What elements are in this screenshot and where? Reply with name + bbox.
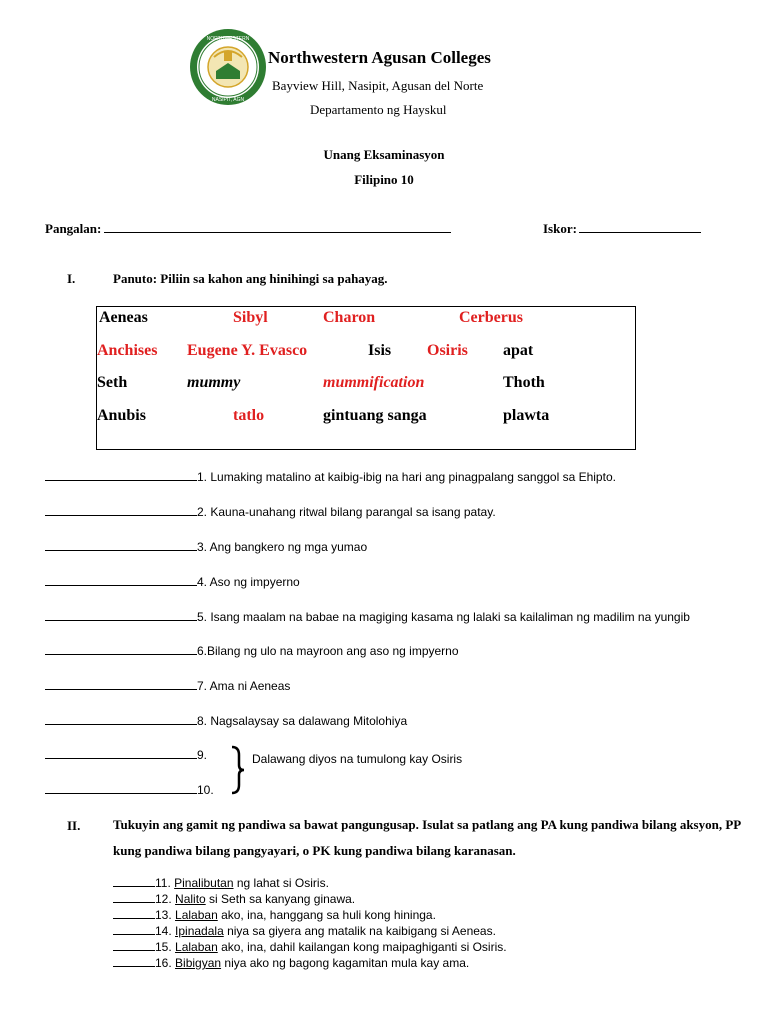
answer-blank[interactable] xyxy=(45,610,197,621)
question-item: 1. Lumaking matalino at kaibig-ibig na hari ang pinagpalang sanggol sa Ehipto. xyxy=(45,470,616,484)
answer-blank[interactable] xyxy=(45,679,197,690)
answer-blank[interactable] xyxy=(45,644,197,655)
question-item: 9. xyxy=(45,748,207,762)
word-bank-item: mummy xyxy=(187,374,241,391)
word-bank-item: Seth xyxy=(97,374,128,391)
section2-instruction: Tukuyin ang gamit ng pandiwa sa bawat pangungusap. Isulat sa patlang ang PA kung pandiwa bilang aksyon, PP kung pandiwa bilang pangyayari, o PK kung pandiwa bilang karanasan. xyxy=(113,817,741,858)
answer-blank[interactable] xyxy=(113,924,155,935)
question-item: 15. Lalaban ako, ina, dahil kailangan kong maipaghiganti si Osiris. xyxy=(113,940,507,954)
question-item: 2. Kauna-unahang ritwal bilang parangal sa isang patay. xyxy=(45,505,496,519)
question-item: 6.Bilang ng ulo na mayroon ang aso ng impyerno xyxy=(45,644,459,658)
word-bank-item: mummification xyxy=(323,374,425,391)
score-blank[interactable] xyxy=(579,220,701,233)
score-label: Iskor: xyxy=(543,221,577,236)
answer-blank[interactable] xyxy=(113,892,155,903)
school-name: Northwestern Agusan Colleges xyxy=(268,48,491,67)
question-item: 16. Bibigyan niya ako ng bagong kagamitan mula kay ama. xyxy=(113,956,469,970)
exam-title: Unang Eksaminasyon xyxy=(323,147,445,162)
question-item: 7. Ama ni Aeneas xyxy=(45,679,290,693)
word-bank-item: Anchises xyxy=(97,342,158,359)
answer-blank[interactable] xyxy=(45,575,197,586)
word-bank-item: apat xyxy=(503,342,534,359)
answer-blank[interactable] xyxy=(45,714,197,725)
word-bank-item: Cerberus xyxy=(459,309,523,326)
school-seal-icon xyxy=(188,27,268,107)
word-bank-item: Aeneas xyxy=(99,309,148,326)
question-item: 11. Pinalibutan ng lahat si Osiris. xyxy=(113,876,329,890)
exam-subject: Filipino 10 xyxy=(354,172,414,187)
question-item: 5. Isang maalam na babae na magiging kasama ng lalaki sa kailaliman ng madilim na yungib xyxy=(45,610,690,624)
section2-number: II. xyxy=(67,818,81,833)
section1-number: I. xyxy=(67,271,76,286)
question-item: 14. Ipinadala niya sa giyera ang matalik na kaibigang si Aeneas. xyxy=(113,924,496,938)
name-label: Pangalan: xyxy=(45,221,102,236)
answer-blank[interactable] xyxy=(45,505,197,516)
word-bank-item: Anubis xyxy=(97,407,146,424)
answer-blank[interactable] xyxy=(45,540,197,551)
answer-blank[interactable] xyxy=(113,940,155,951)
answer-blank[interactable] xyxy=(45,470,197,481)
svg-text:NORTHWESTERN: NORTHWESTERN xyxy=(206,36,250,42)
word-bank-item: Sibyl xyxy=(233,309,268,326)
answer-blank[interactable] xyxy=(113,908,155,919)
question-item: 13. Lalaban ako, ina, hanggang sa huli kong hininga. xyxy=(113,908,436,922)
answer-blank[interactable] xyxy=(113,876,155,887)
score-field[interactable] xyxy=(543,220,701,237)
question-item: 3. Ang bangkero ng mga yumao xyxy=(45,540,367,554)
question-item: 8. Nagsalaysay sa dalawang Mitolohiya xyxy=(45,714,407,728)
bracket-note: Dalawang diyos na tumulong kay Osiris xyxy=(252,752,463,766)
answer-blank[interactable] xyxy=(45,748,197,759)
answer-blank[interactable] xyxy=(113,956,155,967)
word-bank-box xyxy=(96,306,636,450)
word-bank-item: Charon xyxy=(323,309,376,326)
word-bank-item: Eugene Y. Evasco xyxy=(187,342,308,359)
word-bank-item: Thoth xyxy=(503,374,545,391)
svg-text:NASIPIT, AGN: NASIPIT, AGN xyxy=(211,97,245,103)
school-address: Bayview Hill, Nasipit, Agusan del Norte xyxy=(272,78,484,93)
name-field[interactable] xyxy=(45,220,451,237)
question-item: 4. Aso ng impyerno xyxy=(45,575,300,589)
word-bank-item: Osiris xyxy=(427,342,468,359)
answer-blank[interactable] xyxy=(45,783,197,794)
question-item: 12. Nalito si Seth sa kanyang ginawa. xyxy=(113,892,355,906)
section1-instruction: Panuto: Piliin sa kahon ang hinihingi sa pahayag. xyxy=(113,271,388,286)
word-bank-item: Isis xyxy=(368,342,392,359)
word-bank-item: gintuang sanga xyxy=(323,407,427,424)
question-item: 10. xyxy=(45,783,214,797)
department: Departamento ng Hayskul xyxy=(310,102,447,117)
name-blank[interactable] xyxy=(104,220,451,233)
word-bank-item: plawta xyxy=(503,407,550,424)
word-bank-item: tatlo xyxy=(233,407,265,424)
right-brace-icon xyxy=(230,745,246,795)
